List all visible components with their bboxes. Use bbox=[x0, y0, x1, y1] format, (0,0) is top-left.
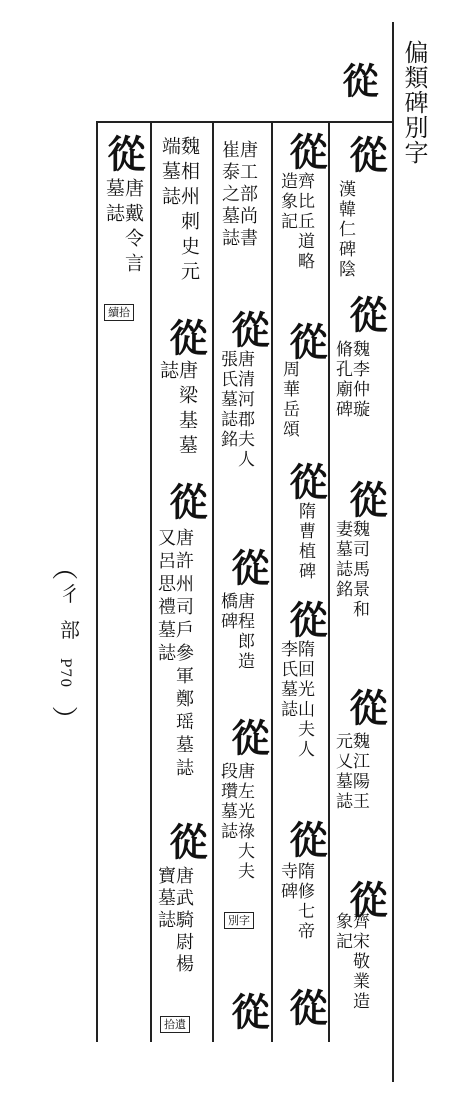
source-text: 魏司馬景和妻墓誌銘 bbox=[332, 520, 369, 620]
source-text: 唐武騎尉楊寶墓誌 bbox=[155, 866, 194, 976]
source-text: 唐清河郡夫人張氏墓誌銘 bbox=[217, 350, 254, 470]
column-divider-1 bbox=[328, 122, 330, 1042]
source-text: 隋曹植碑 bbox=[295, 502, 315, 582]
source-text: 齊比丘道略造象記 bbox=[277, 172, 314, 272]
source-text: 漢韓仁碑陰 bbox=[335, 180, 355, 280]
variant-glyph: 從 bbox=[163, 318, 208, 356]
side-note-page: P70 bbox=[57, 658, 73, 689]
note-badge: 拾遺 bbox=[160, 1016, 190, 1033]
side-note-radical: 彳 bbox=[60, 582, 80, 606]
variant-glyph: 從 bbox=[283, 132, 328, 170]
top-rule bbox=[96, 121, 393, 123]
source-text: 唐左光祿大夫段瓚墓誌 bbox=[217, 762, 254, 882]
source-text: 魏相州刺史元端墓誌 bbox=[159, 136, 200, 286]
variant-glyph: 從 bbox=[225, 548, 270, 586]
source-text: 唐工部尚書崔泰之墓誌 bbox=[219, 140, 258, 250]
variant-glyph: 從 bbox=[343, 295, 388, 333]
side-note-section: 部 bbox=[60, 618, 80, 642]
variant-glyph: 從 bbox=[283, 988, 328, 1026]
left-border bbox=[96, 122, 98, 1042]
source-text: 唐許州司戶參軍鄭瑶墓誌又呂思禮墓誌 bbox=[155, 528, 194, 781]
variant-glyph: 從 bbox=[283, 820, 328, 858]
book-title: 偏類碑別字 bbox=[400, 40, 428, 165]
variant-glyph: 從 bbox=[101, 134, 146, 172]
column-divider-3 bbox=[212, 122, 214, 1042]
note-badge: 別字 bbox=[224, 912, 254, 929]
column-divider-2 bbox=[271, 122, 273, 1042]
variant-glyph: 從 bbox=[283, 322, 328, 360]
variant-glyph: 從 bbox=[163, 822, 208, 860]
variant-glyph: 從 bbox=[225, 310, 270, 348]
paren-open: ︵ bbox=[52, 554, 79, 584]
source-text: 唐程郎造橋碑 bbox=[217, 592, 254, 672]
paren-close: ︶ bbox=[52, 706, 79, 736]
column-divider-4 bbox=[150, 122, 152, 1042]
variant-glyph: 從 bbox=[283, 462, 328, 500]
source-text: 齊宋敬業造象記 bbox=[332, 912, 369, 1012]
outer-right-border bbox=[392, 22, 394, 1082]
variant-glyph: 從 bbox=[225, 992, 270, 1030]
variant-glyph: 從 bbox=[343, 880, 388, 918]
note-badge: 續拾 bbox=[104, 304, 134, 321]
source-text: 隋修七帝寺碑 bbox=[277, 862, 314, 942]
variant-glyph: 從 bbox=[343, 480, 388, 518]
variant-glyph: 從 bbox=[343, 688, 388, 726]
head-character: 從 bbox=[337, 62, 379, 98]
variant-glyph: 從 bbox=[283, 600, 328, 638]
source-text: 周華岳頌 bbox=[279, 360, 299, 440]
source-text: 魏江陽王元乂墓誌 bbox=[332, 732, 369, 812]
source-text: 隋回光山夫人李氏墓誌 bbox=[277, 640, 314, 760]
variant-glyph: 從 bbox=[225, 718, 270, 756]
variant-glyph: 從 bbox=[163, 482, 208, 520]
source-text: 魏李仲璇脩孔廟碑 bbox=[332, 340, 369, 420]
source-text: 唐梁基墓誌 bbox=[157, 360, 198, 460]
variant-glyph: 從 bbox=[343, 135, 388, 173]
source-text: 唐戴令言墓誌 bbox=[103, 178, 144, 278]
